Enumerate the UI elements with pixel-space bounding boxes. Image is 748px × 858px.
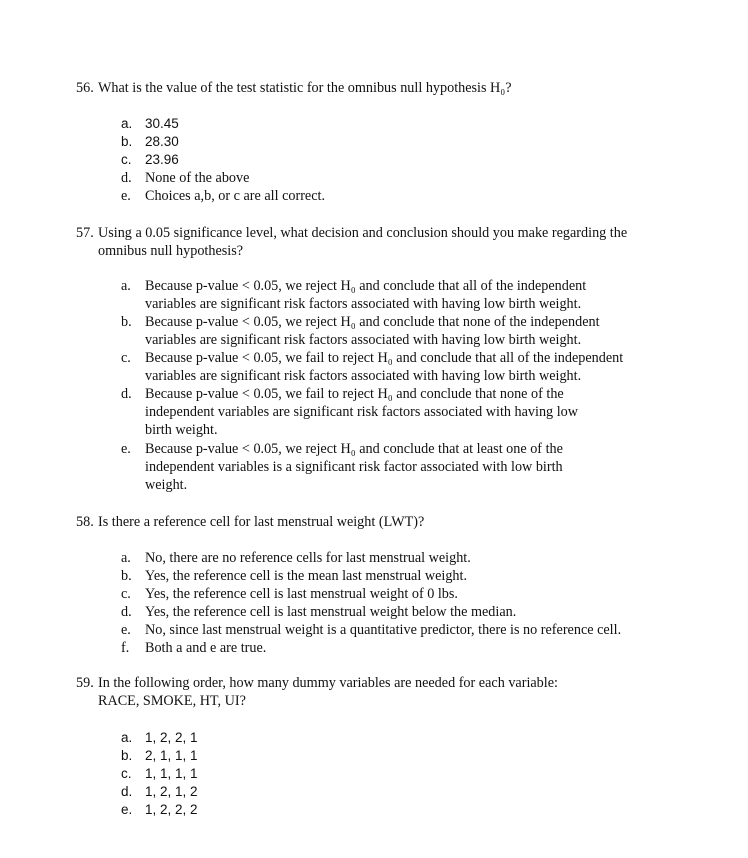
question-text-line-1: Using a 0.05 significance level, what decision and conclusion should you make regarding the <box>98 225 628 241</box>
question-number: 58. <box>76 514 94 530</box>
question-text-line-2: omnibus null hypothesis? <box>98 243 244 259</box>
question-number: 56. <box>76 80 94 96</box>
question-number: 59. <box>76 675 94 691</box>
question-text-line-1: In the following order, how many dummy variables are needed for each variable: <box>98 675 558 691</box>
question-number: 57. <box>76 225 94 241</box>
question-text: Is there a reference cell for last menstrual weight (LWT)? <box>98 514 425 530</box>
question-text: What is the value of the test statistic for the omnibus null hypothesis H₀? <box>98 80 512 96</box>
question-text-line-2: RACE, SMOKE, HT, UI? <box>98 693 246 709</box>
